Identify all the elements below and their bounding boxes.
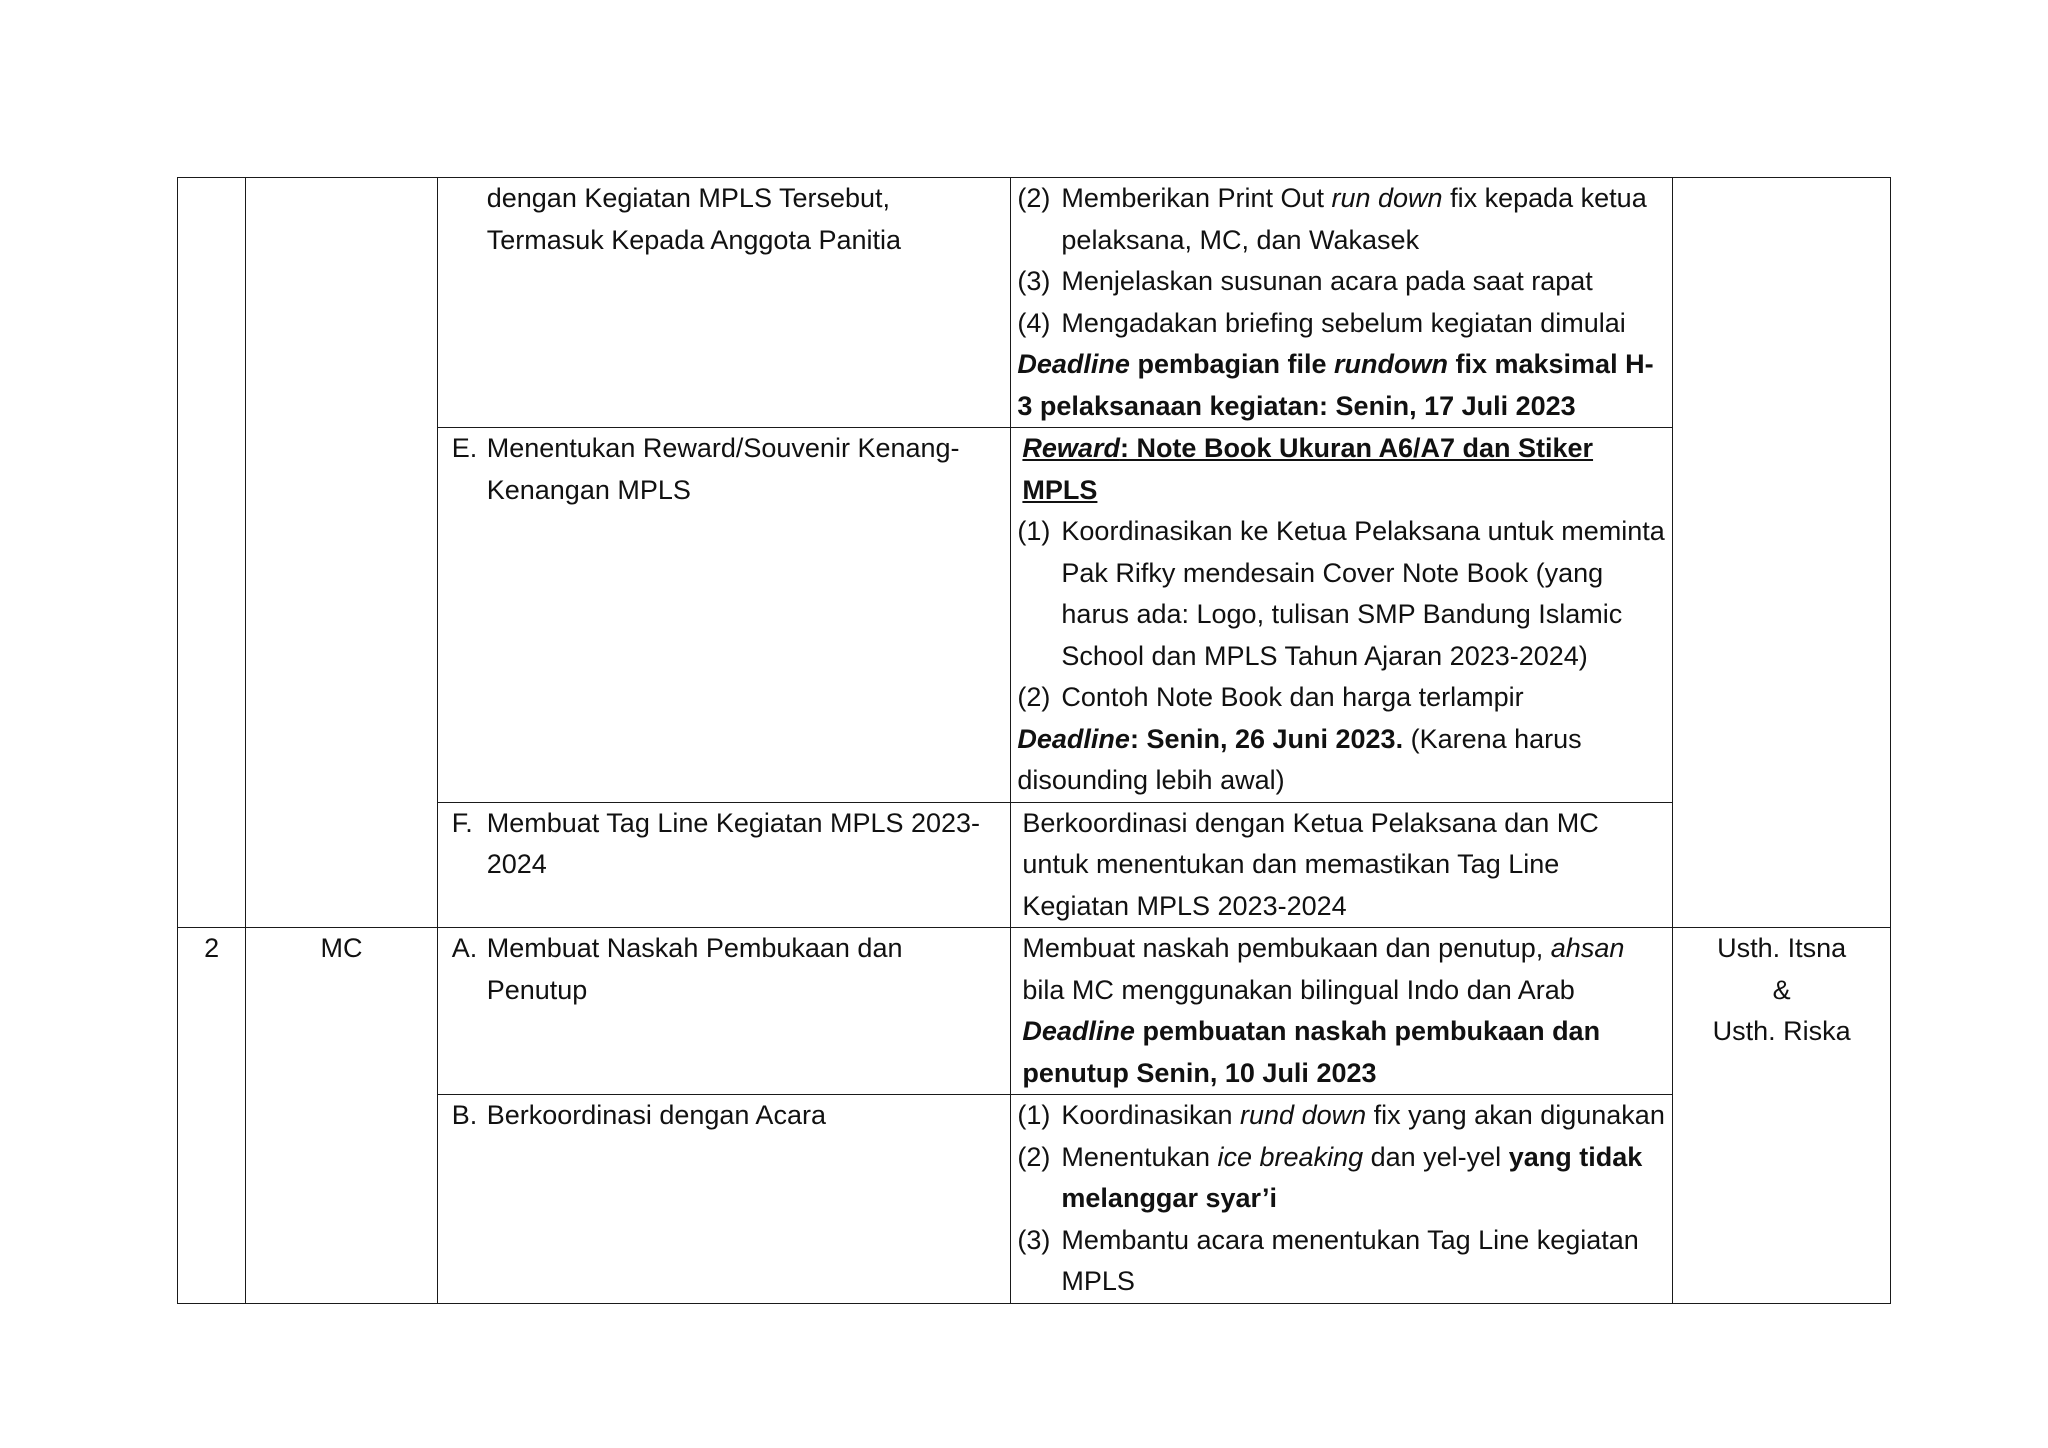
pic-name: Usth. Itsna [1717, 933, 1847, 963]
task-text: Berkoordinasi dengan Acara [486, 1100, 826, 1130]
list-item: (2) Menentukan ice breaking dan yel-yel yang tidak melanggar syar’i [1017, 1141, 1643, 1213]
section-cell [246, 928, 438, 1304]
description-cell [1011, 178, 1673, 428]
task-cell [437, 428, 1011, 803]
list-item: (4) Mengadakan briefing sebelum kegiatan dimulai [1017, 307, 1626, 338]
number-cell [178, 178, 246, 928]
deadline-text: Deadline pembuatan naskah pembukaan dan penutup Senin, 10 Juli 2023 [1022, 1016, 1601, 1088]
task-text: Membuat Tag Line Kegiatan MPLS 2023-2024 [486, 807, 981, 879]
pic-name: Usth. Riska [1712, 1016, 1851, 1046]
description-text: Membuat naskah pembukaan dan penutup, ahsan bila MC menggunakan bilingual Indo dan Arab [1022, 933, 1625, 1005]
deadline-text: Deadline: Senin, 26 Juni 2023. (Karena harus disounding lebih awal) [1017, 723, 1582, 795]
task-cell [437, 928, 1011, 1095]
task-table [177, 177, 1891, 1304]
task-cell [437, 178, 1011, 428]
number-cell [178, 928, 246, 1304]
row-number: 2 [204, 933, 220, 963]
task-label: F. [451, 807, 473, 838]
list-item: (1) Koordinasikan ke Ketua Pelaksana untuk meminta Pak Rifky mendesain Cover Note Book (yang harus ada: Logo, tulisan SMP Bandung Islamic School dan MPLS Tahun Ajaran 2023-2024) [1017, 516, 1665, 671]
pic-cell [1673, 928, 1891, 1304]
task-cell [437, 802, 1011, 928]
list-item: (2) Contoh Note Book dan harga terlampir [1017, 682, 1524, 712]
description-cell [1011, 1095, 1673, 1304]
table-row [178, 178, 1891, 428]
task-cell [437, 1095, 1011, 1304]
description-text: Berkoordinasi dengan Ketua Pelaksana dan MC untuk menentukan dan memastikan Tag Line Kegiatan MPLS 2023-2024 [1022, 807, 1599, 921]
list-item: (3) Menjelaskan susunan acara pada saat rapat [1017, 266, 1593, 296]
list-item: (2) Memberikan Print Out run down fix kepada ketua pelaksana, MC, dan Wakasek [1017, 183, 1647, 255]
description-cell [1011, 802, 1673, 928]
section-name: MC [320, 933, 363, 963]
task-text: dengan Kegiatan MPLS Tersebut, [486, 183, 891, 213]
description-cell [1011, 928, 1673, 1095]
deadline-text: Deadline pembagian file rundown fix maksimal H-3 pelaksanaan kegiatan: Senin, 17 Juli 2023 [1017, 349, 1654, 421]
section-cell [246, 178, 438, 928]
task-label: E. [451, 433, 478, 463]
pic-separator: & [1772, 974, 1791, 1005]
reward-heading: Reward: Note Book Ukuran A6/A7 dan Stiker MPLS [1022, 433, 1594, 505]
task-text: Membuat Naskah Pembukaan dan Penutup [486, 933, 903, 1005]
description-cell [1011, 428, 1673, 803]
pic-cell [1673, 178, 1891, 928]
list-item: (3) Membantu acara menentukan Tag Line kegiatan MPLS [1017, 1224, 1639, 1296]
task-label: A. [451, 933, 478, 963]
task-label: B. [451, 1100, 478, 1130]
task-text: Termasuk Kepada Anggota Panitia [486, 224, 902, 255]
task-text: Menentukan Reward/Souvenir Kenang-Kenangan MPLS [486, 433, 960, 505]
table-row [178, 928, 1891, 1095]
list-item: (1) Koordinasikan rund down fix yang akan digunakan [1017, 1100, 1665, 1130]
